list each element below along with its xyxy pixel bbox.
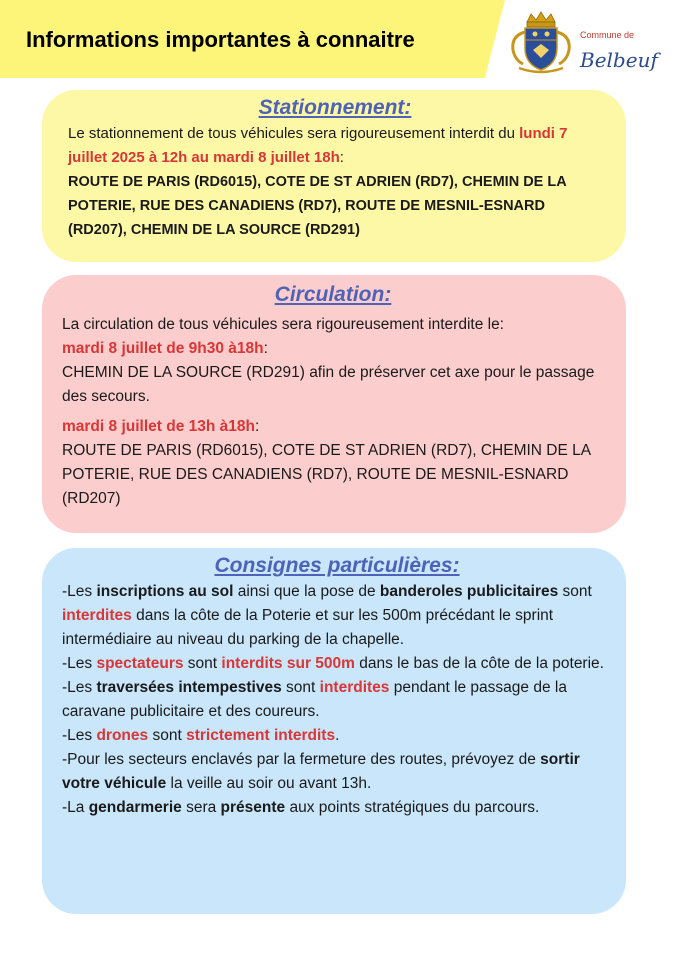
separator: , <box>453 174 462 190</box>
stationnement-dates: lundi 7 juillet 2025 à 12h au mardi 8 juillet 18h <box>68 125 568 166</box>
commune-logo <box>505 10 685 76</box>
consignes-card <box>42 548 626 914</box>
logo-name: Belbeuf <box>580 48 658 72</box>
slot2-description: ROUTE DE PARIS (RD6015), COTE DE ST ADRIEN (RD7), CHEMIN DE LA POTERIE, RUE DES CANADIENS (RD7), ROUTE DE MESNIL-ESNARD (RD207) <box>62 442 591 507</box>
consigne-item: -Les inscriptions au sol ainsi que la pose de banderoles publicitaires sont interdites dans la côte de la Poterie et sur les 500m précédant le sprint intermédiaire au niveau du parking de la chapelle. <box>62 583 592 648</box>
separator: , <box>122 222 131 238</box>
colon: : <box>339 149 344 166</box>
consignes-title: Consignes particulières: <box>214 554 460 577</box>
consigne-item: -Les drones sont strictement interdits. <box>62 727 340 744</box>
header-banner <box>0 0 700 78</box>
stationnement-intro: Le stationnement de tous véhicules sera rigoureusement interdit du <box>68 125 520 142</box>
circulation-slot1 <box>62 337 604 361</box>
circulation-title: Circulation: <box>274 283 392 306</box>
separator: , <box>337 198 346 214</box>
logo-subtitle: Commune de <box>580 30 635 40</box>
road-item: CHEMIN DE LA SOURCE (RD291) <box>130 222 360 238</box>
slot1-date: mardi 8 juillet de 9h30 à18h <box>62 340 264 357</box>
road-item: ROUTE DE PARIS (RD6015) <box>68 174 258 190</box>
stationnement-card <box>42 90 626 262</box>
consigne-item: -La gendarmerie sera présente aux points stratégiques du parcours. <box>62 799 540 816</box>
consigne-item: -Pour les secteurs enclavés par la fermeture des routes, prévoyez de sortir votre véhicule la veille au soir ou avant 13h. <box>62 751 580 792</box>
stationnement-title: Stationnement: <box>258 96 412 119</box>
consigne-item: -Les spectateurs sont interdits sur 500m dans le bas de la côte de la poterie. <box>62 655 604 672</box>
circulation-text <box>62 313 604 511</box>
road-item: COTE DE ST ADRIEN (RD7) <box>265 174 454 190</box>
stationnement-text <box>68 122 602 242</box>
road-item: ROUTE DE MESNIL-ESNARD (RD207) <box>68 198 545 238</box>
circulation-card <box>42 275 626 533</box>
slot1-description: CHEMIN DE LA SOURCE (RD291) afin de préserver cet axe pour le passage des secours. <box>62 364 595 405</box>
consigne-item: -Les traversées intempestives sont interdites pendant le passage de la caravane publicitaire et des coureurs. <box>62 679 567 720</box>
slot2-date: mardi 8 juillet de 13h à18h <box>62 418 255 435</box>
colon: : <box>254 418 260 435</box>
consignes-text <box>62 580 612 820</box>
page-title: Informations importantes à connaitre <box>26 27 415 52</box>
stationnement-roads <box>68 170 602 242</box>
coat-of-arms-icon <box>505 10 577 76</box>
circulation-intro: La circulation de tous véhicules sera rigoureusement interdite le: <box>62 316 504 333</box>
road-item: RUE DES CANADIENS (RD7) <box>139 198 338 214</box>
separator: , <box>131 198 140 214</box>
circulation-slot2 <box>62 415 604 439</box>
colon: : <box>263 340 268 357</box>
separator: , <box>257 174 266 190</box>
road-item: CHEMIN DE LA POTERIE <box>68 174 567 214</box>
